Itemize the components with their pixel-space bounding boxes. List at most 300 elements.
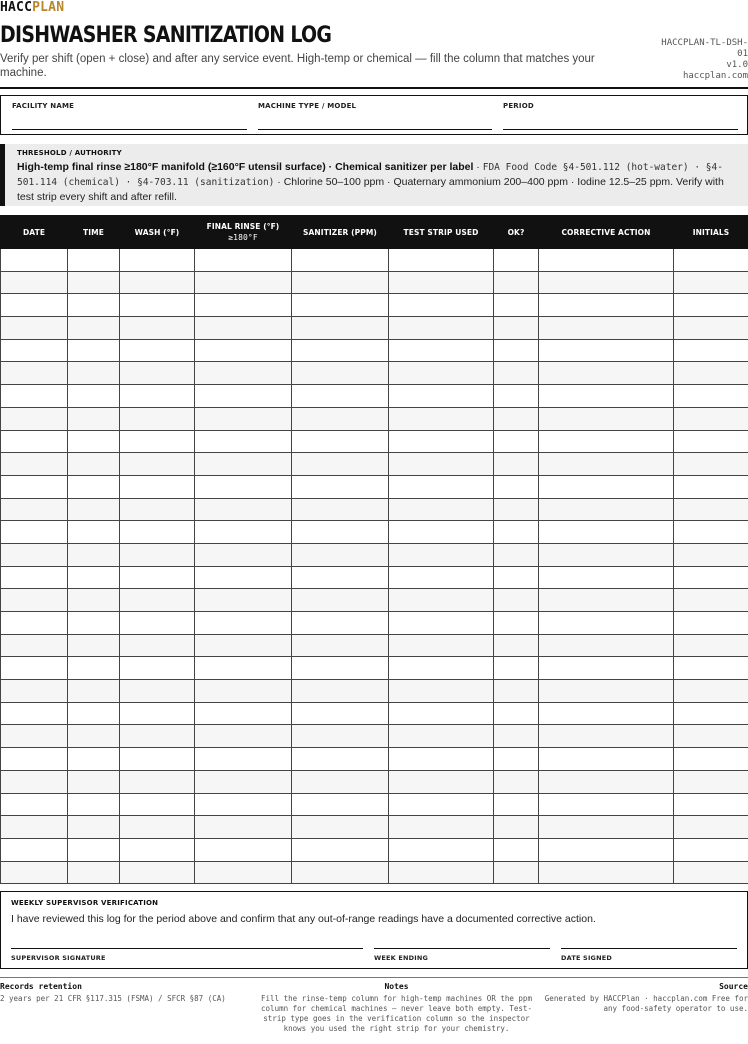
table-cell[interactable] xyxy=(120,339,195,362)
table-cell[interactable] xyxy=(674,612,748,635)
table-cell[interactable] xyxy=(292,385,389,408)
table-cell[interactable] xyxy=(195,430,292,453)
table-cell[interactable] xyxy=(120,271,195,294)
table-cell[interactable] xyxy=(539,861,674,884)
document-site: haccplan.com xyxy=(682,71,748,81)
table-cell[interactable] xyxy=(1,793,68,816)
table-cell[interactable] xyxy=(195,317,292,340)
table-cell[interactable] xyxy=(195,770,292,793)
table-cell[interactable] xyxy=(494,748,539,771)
table-cell[interactable] xyxy=(1,430,68,453)
table-cell[interactable] xyxy=(674,680,748,703)
table-cell[interactable] xyxy=(292,702,389,725)
table-cell[interactable] xyxy=(674,317,748,340)
table-body xyxy=(1,249,748,884)
table-cell[interactable] xyxy=(674,453,748,476)
table-cell[interactable] xyxy=(68,770,120,793)
table-cell[interactable] xyxy=(389,498,494,521)
table-cell[interactable] xyxy=(120,748,195,771)
table-cell[interactable] xyxy=(1,680,68,703)
table-cell[interactable] xyxy=(68,430,120,453)
table-cell[interactable] xyxy=(195,748,292,771)
table-row xyxy=(1,271,748,294)
table-cell[interactable] xyxy=(539,634,674,657)
table-cell[interactable] xyxy=(539,385,674,408)
table-cell[interactable] xyxy=(120,317,195,340)
table-cell[interactable] xyxy=(68,566,120,589)
table-cell[interactable] xyxy=(195,294,292,317)
facility-name-line xyxy=(12,129,247,130)
table-cell[interactable] xyxy=(120,521,195,544)
table-cell[interactable] xyxy=(68,249,120,272)
table-cell[interactable] xyxy=(120,543,195,566)
table-cell[interactable] xyxy=(68,294,120,317)
table-cell[interactable] xyxy=(195,702,292,725)
table-cell[interactable] xyxy=(120,453,195,476)
table-cell[interactable] xyxy=(389,861,494,884)
page-title: DISHWASHER SANITIZATION LOG xyxy=(0,23,332,48)
table-cell[interactable] xyxy=(292,770,389,793)
table-cell[interactable] xyxy=(389,271,494,294)
threshold-label: THRESHOLD / AUTHORITY xyxy=(17,149,122,157)
sanitization-log-table xyxy=(0,215,748,884)
table-cell[interactable] xyxy=(389,430,494,453)
table-row xyxy=(1,657,748,680)
table-cell[interactable] xyxy=(539,271,674,294)
table-cell[interactable] xyxy=(292,521,389,544)
table-cell[interactable] xyxy=(1,589,68,612)
table-row xyxy=(1,339,748,362)
column-header-time: TIME xyxy=(68,216,120,249)
table-cell[interactable] xyxy=(68,475,120,498)
table-cell[interactable] xyxy=(389,816,494,839)
table-cell[interactable] xyxy=(674,430,748,453)
notes-title: Notes xyxy=(384,982,409,991)
table-cell[interactable] xyxy=(68,634,120,657)
table-cell[interactable] xyxy=(389,838,494,861)
facility-name-field[interactable] xyxy=(12,96,247,134)
table-cell[interactable] xyxy=(68,861,120,884)
table-cell[interactable] xyxy=(1,612,68,635)
table-cell[interactable] xyxy=(674,475,748,498)
table-cell[interactable] xyxy=(674,702,748,725)
table-cell[interactable] xyxy=(120,407,195,430)
table-row xyxy=(1,589,748,612)
table-cell[interactable] xyxy=(674,294,748,317)
table-row xyxy=(1,725,748,748)
table-cell[interactable] xyxy=(68,385,120,408)
table-cell[interactable] xyxy=(539,317,674,340)
table-cell[interactable] xyxy=(389,249,494,272)
table-cell[interactable] xyxy=(120,680,195,703)
table-cell[interactable] xyxy=(494,271,539,294)
table-cell[interactable] xyxy=(68,453,120,476)
table-cell[interactable] xyxy=(494,702,539,725)
date-signed-field[interactable] xyxy=(561,940,737,964)
table-cell[interactable] xyxy=(389,566,494,589)
table-cell[interactable] xyxy=(1,271,68,294)
table-cell[interactable] xyxy=(120,725,195,748)
footer-source xyxy=(528,982,748,1014)
week-ending-line xyxy=(374,948,550,949)
table-cell[interactable] xyxy=(68,725,120,748)
table-cell[interactable] xyxy=(539,657,674,680)
table-cell[interactable] xyxy=(539,407,674,430)
table-cell[interactable] xyxy=(120,385,195,408)
table-cell[interactable] xyxy=(68,362,120,385)
verification-label: WEEKLY SUPERVISOR VERIFICATION xyxy=(11,899,159,907)
table-cell[interactable] xyxy=(494,498,539,521)
table-cell[interactable] xyxy=(389,317,494,340)
table-cell[interactable] xyxy=(539,339,674,362)
table-cell[interactable] xyxy=(1,249,68,272)
table-cell[interactable] xyxy=(494,475,539,498)
threshold-text xyxy=(17,160,742,204)
table-cell[interactable] xyxy=(120,702,195,725)
table-row xyxy=(1,362,748,385)
table-cell[interactable] xyxy=(494,793,539,816)
brand-logo-part2: PLAN xyxy=(32,0,65,15)
table-cell[interactable] xyxy=(1,634,68,657)
table-cell[interactable] xyxy=(1,838,68,861)
table-cell[interactable] xyxy=(674,589,748,612)
table-cell[interactable] xyxy=(389,725,494,748)
table-cell[interactable] xyxy=(195,612,292,635)
table-cell[interactable] xyxy=(292,430,389,453)
table-cell[interactable] xyxy=(1,543,68,566)
threshold-code-references: FDA Food Code §4-501.112 (hot-water) · §4-501.114 (chemical) · §4-703.11 (sanitization) xyxy=(17,162,723,188)
table-cell[interactable] xyxy=(195,725,292,748)
table-cell[interactable] xyxy=(539,430,674,453)
column-header-corrective-action: CORRECTIVE ACTION xyxy=(539,216,674,249)
table-cell[interactable] xyxy=(68,838,120,861)
table-cell[interactable] xyxy=(68,317,120,340)
table-cell[interactable] xyxy=(539,816,674,839)
table-cell[interactable] xyxy=(389,407,494,430)
document-id-block xyxy=(658,38,748,82)
table-cell[interactable] xyxy=(494,816,539,839)
table-cell[interactable] xyxy=(292,725,389,748)
table-cell[interactable] xyxy=(494,589,539,612)
table-cell[interactable] xyxy=(68,339,120,362)
table-cell[interactable] xyxy=(494,407,539,430)
table-row xyxy=(1,793,748,816)
table-cell[interactable] xyxy=(292,589,389,612)
table-cell[interactable] xyxy=(539,521,674,544)
table-cell[interactable] xyxy=(292,657,389,680)
table-row xyxy=(1,816,748,839)
table-cell[interactable] xyxy=(494,634,539,657)
final-rinse-threshold: ≥180°F xyxy=(228,233,258,242)
table-cell[interactable] xyxy=(1,657,68,680)
table-cell[interactable] xyxy=(195,838,292,861)
period-label: PERIOD xyxy=(503,102,534,110)
table-cell[interactable] xyxy=(292,271,389,294)
table-cell[interactable] xyxy=(292,339,389,362)
table-cell[interactable] xyxy=(120,657,195,680)
table-header-row xyxy=(1,216,748,249)
table-row xyxy=(1,634,748,657)
table-cell[interactable] xyxy=(674,271,748,294)
table-cell[interactable] xyxy=(120,294,195,317)
table-cell[interactable] xyxy=(389,475,494,498)
table-cell[interactable] xyxy=(195,407,292,430)
table-cell[interactable] xyxy=(68,680,120,703)
table-cell[interactable] xyxy=(292,543,389,566)
table-cell[interactable] xyxy=(120,634,195,657)
table-cell[interactable] xyxy=(389,589,494,612)
table-cell[interactable] xyxy=(1,521,68,544)
table-cell[interactable] xyxy=(292,362,389,385)
table-cell[interactable] xyxy=(292,294,389,317)
table-cell[interactable] xyxy=(68,793,120,816)
table-cell[interactable] xyxy=(1,385,68,408)
table-cell[interactable] xyxy=(292,680,389,703)
table-cell[interactable] xyxy=(68,589,120,612)
table-cell[interactable] xyxy=(292,793,389,816)
table-cell[interactable] xyxy=(539,498,674,521)
table-cell[interactable] xyxy=(68,657,120,680)
page-subtitle: Verify per shift (open + close) and after any service event. High-temp or chemical — fill the column that matches your machine. xyxy=(0,53,595,79)
table-cell[interactable] xyxy=(539,294,674,317)
table-cell[interactable] xyxy=(539,453,674,476)
table-cell[interactable] xyxy=(195,521,292,544)
table-cell[interactable] xyxy=(494,294,539,317)
table-cell[interactable] xyxy=(195,657,292,680)
supervisor-signature-field[interactable] xyxy=(11,940,363,964)
table-cell[interactable] xyxy=(68,498,120,521)
table-cell[interactable] xyxy=(494,657,539,680)
table-cell[interactable] xyxy=(1,294,68,317)
table-cell[interactable] xyxy=(539,680,674,703)
table-cell[interactable] xyxy=(120,249,195,272)
table-cell[interactable] xyxy=(195,475,292,498)
table-cell[interactable] xyxy=(292,634,389,657)
table-cell[interactable] xyxy=(494,339,539,362)
table-cell[interactable] xyxy=(494,249,539,272)
table-cell[interactable] xyxy=(539,748,674,771)
table-cell[interactable] xyxy=(539,249,674,272)
table-cell[interactable] xyxy=(389,634,494,657)
table-row xyxy=(1,838,748,861)
table-cell[interactable] xyxy=(389,362,494,385)
table-cell[interactable] xyxy=(1,770,68,793)
table-cell[interactable] xyxy=(195,566,292,589)
table-cell[interactable] xyxy=(674,770,748,793)
table-cell[interactable] xyxy=(292,498,389,521)
table-row xyxy=(1,770,748,793)
table-cell[interactable] xyxy=(674,793,748,816)
table-cell[interactable] xyxy=(195,362,292,385)
table-cell[interactable] xyxy=(494,612,539,635)
table-cell[interactable] xyxy=(68,612,120,635)
table-cell[interactable] xyxy=(195,498,292,521)
table-cell[interactable] xyxy=(1,725,68,748)
table-cell[interactable] xyxy=(494,725,539,748)
table-cell[interactable] xyxy=(195,861,292,884)
table-cell[interactable] xyxy=(539,475,674,498)
table-cell[interactable] xyxy=(195,339,292,362)
table-cell[interactable] xyxy=(120,566,195,589)
table-cell[interactable] xyxy=(389,702,494,725)
table-cell[interactable] xyxy=(539,612,674,635)
table-cell[interactable] xyxy=(120,362,195,385)
table-cell[interactable] xyxy=(120,498,195,521)
table-cell[interactable] xyxy=(195,453,292,476)
table-cell[interactable] xyxy=(674,838,748,861)
table-cell[interactable] xyxy=(674,249,748,272)
table-cell[interactable] xyxy=(195,271,292,294)
table-cell[interactable] xyxy=(539,702,674,725)
table-cell[interactable] xyxy=(389,680,494,703)
table-cell[interactable] xyxy=(389,543,494,566)
table-cell[interactable] xyxy=(539,543,674,566)
table-cell[interactable] xyxy=(1,317,68,340)
period-field[interactable] xyxy=(503,96,738,134)
table-cell[interactable] xyxy=(120,589,195,612)
table-cell[interactable] xyxy=(389,793,494,816)
table-cell[interactable] xyxy=(674,657,748,680)
table-cell[interactable] xyxy=(120,816,195,839)
table-cell[interactable] xyxy=(1,339,68,362)
table-cell[interactable] xyxy=(195,589,292,612)
table-cell[interactable] xyxy=(389,294,494,317)
week-ending-field[interactable] xyxy=(374,940,550,964)
table-cell[interactable] xyxy=(494,521,539,544)
table-cell[interactable] xyxy=(292,861,389,884)
table-cell[interactable] xyxy=(674,861,748,884)
threshold-ranges: · Chlorine 50–100 ppm · Quaternary ammonium 200–400 ppm · Iodine 12.5–25 ppm. Verify with test strip every shift and after refill. xyxy=(17,176,724,203)
table-cell[interactable] xyxy=(494,770,539,793)
table-cell[interactable] xyxy=(195,634,292,657)
table-cell[interactable] xyxy=(1,861,68,884)
table-cell[interactable] xyxy=(120,475,195,498)
table-cell[interactable] xyxy=(292,816,389,839)
table-cell[interactable] xyxy=(389,339,494,362)
table-cell[interactable] xyxy=(68,748,120,771)
supervisor-verification-box xyxy=(0,891,748,969)
table-cell[interactable] xyxy=(494,861,539,884)
retention-text: 2 years per 21 CFR §117.315 (FSMA) / SFCR §87 (CA) xyxy=(0,994,226,1003)
table-cell[interactable] xyxy=(494,430,539,453)
table-cell[interactable] xyxy=(68,271,120,294)
table-cell[interactable] xyxy=(389,385,494,408)
table-cell[interactable] xyxy=(292,612,389,635)
table-cell[interactable] xyxy=(1,816,68,839)
table-cell[interactable] xyxy=(389,612,494,635)
table-cell[interactable] xyxy=(539,725,674,748)
table-cell[interactable] xyxy=(292,748,389,771)
date-signed-line xyxy=(561,948,737,949)
table-cell[interactable] xyxy=(292,317,389,340)
table-cell[interactable] xyxy=(120,430,195,453)
week-ending-label: WEEK ENDING xyxy=(374,954,429,962)
table-cell[interactable] xyxy=(674,634,748,657)
table-cell[interactable] xyxy=(1,748,68,771)
table-cell[interactable] xyxy=(120,770,195,793)
table-cell[interactable] xyxy=(674,521,748,544)
table-cell[interactable] xyxy=(68,702,120,725)
table-row xyxy=(1,702,748,725)
threshold-strong: High-temp final rinse ≥180°F manifold (≥160°F utensil surface) · Chemical sanitizer per label xyxy=(17,161,474,173)
table-cell[interactable] xyxy=(292,475,389,498)
table-cell[interactable] xyxy=(1,362,68,385)
table-cell[interactable] xyxy=(674,362,748,385)
table-cell[interactable] xyxy=(674,385,748,408)
table-cell[interactable] xyxy=(494,838,539,861)
table-cell[interactable] xyxy=(539,566,674,589)
table-cell[interactable] xyxy=(539,793,674,816)
table-cell[interactable] xyxy=(68,407,120,430)
table-cell[interactable] xyxy=(1,566,68,589)
table-cell[interactable] xyxy=(1,453,68,476)
table-cell[interactable] xyxy=(1,475,68,498)
table-cell[interactable] xyxy=(389,521,494,544)
table-cell[interactable] xyxy=(292,249,389,272)
table-cell[interactable] xyxy=(674,543,748,566)
table-cell[interactable] xyxy=(68,816,120,839)
table-cell[interactable] xyxy=(539,838,674,861)
table-cell[interactable] xyxy=(120,838,195,861)
table-cell[interactable] xyxy=(120,612,195,635)
table-cell[interactable] xyxy=(68,543,120,566)
table-cell[interactable] xyxy=(68,521,120,544)
table-cell[interactable] xyxy=(389,453,494,476)
table-cell[interactable] xyxy=(494,566,539,589)
table-cell[interactable] xyxy=(674,407,748,430)
table-cell[interactable] xyxy=(674,339,748,362)
table-cell[interactable] xyxy=(389,748,494,771)
table-cell[interactable] xyxy=(120,861,195,884)
table-cell[interactable] xyxy=(674,748,748,771)
table-cell[interactable] xyxy=(674,816,748,839)
table-cell[interactable] xyxy=(292,838,389,861)
table-cell[interactable] xyxy=(195,249,292,272)
table-cell[interactable] xyxy=(195,543,292,566)
table-cell[interactable] xyxy=(494,317,539,340)
table-cell[interactable] xyxy=(494,680,539,703)
table-cell[interactable] xyxy=(674,725,748,748)
table-cell[interactable] xyxy=(292,453,389,476)
table-cell[interactable] xyxy=(674,566,748,589)
table-cell[interactable] xyxy=(539,362,674,385)
document-id: HACCPLAN-TL-DSH-01 xyxy=(661,38,748,59)
machine-type-label: MACHINE TYPE / MODEL xyxy=(258,102,357,110)
table-cell[interactable] xyxy=(539,589,674,612)
table-cell[interactable] xyxy=(494,385,539,408)
table-cell[interactable] xyxy=(1,407,68,430)
table-cell[interactable] xyxy=(195,816,292,839)
table-cell[interactable] xyxy=(120,793,195,816)
table-cell[interactable] xyxy=(494,453,539,476)
table-cell[interactable] xyxy=(389,657,494,680)
table-row xyxy=(1,543,748,566)
table-cell[interactable] xyxy=(195,680,292,703)
table-cell[interactable] xyxy=(539,770,674,793)
table-cell[interactable] xyxy=(494,362,539,385)
table-cell[interactable] xyxy=(1,498,68,521)
table-cell[interactable] xyxy=(1,702,68,725)
table-cell[interactable] xyxy=(195,793,292,816)
table-cell[interactable] xyxy=(389,770,494,793)
table-cell[interactable] xyxy=(292,566,389,589)
table-cell[interactable] xyxy=(195,385,292,408)
table-cell[interactable] xyxy=(674,498,748,521)
machine-type-field[interactable] xyxy=(258,96,492,134)
table-row xyxy=(1,861,748,884)
table-cell[interactable] xyxy=(292,407,389,430)
table-cell[interactable] xyxy=(494,543,539,566)
